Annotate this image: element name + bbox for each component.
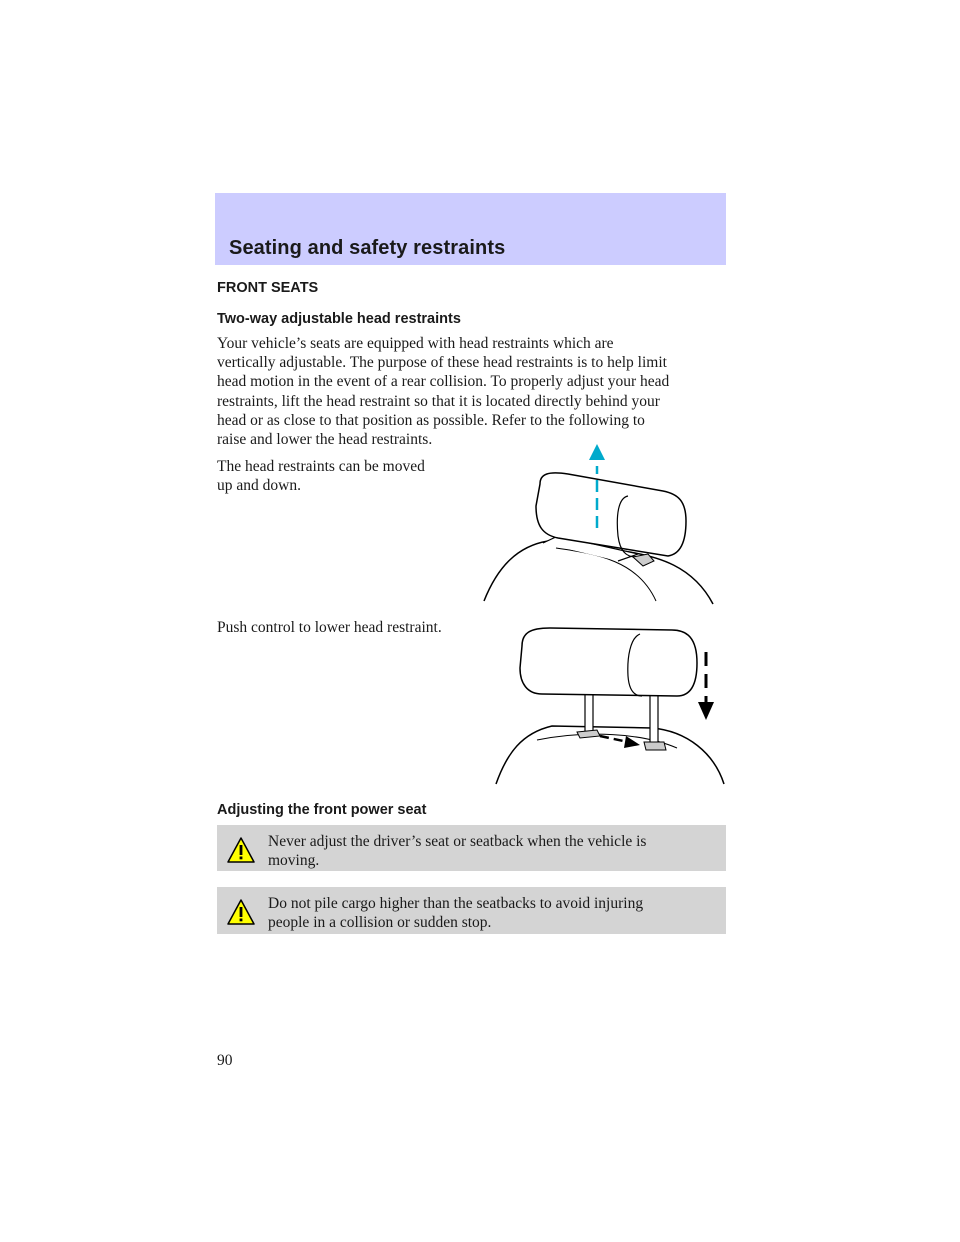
section-heading: FRONT SEATS <box>217 280 319 296</box>
chapter-header-band <box>215 193 726 265</box>
page-number: 90 <box>217 1052 233 1069</box>
power-seat-heading: Adjusting the front power seat <box>217 802 427 818</box>
warning-text <box>268 832 713 870</box>
warning-line: Do not pile cargo higher than the seatbacks to avoid injuring <box>268 895 644 912</box>
warning-triangle-icon <box>227 837 255 863</box>
chapter-title: Seating and safety restraints <box>229 237 506 259</box>
intro-line: Your vehicle’s seats are equipped with head restraints which are <box>217 335 614 352</box>
warning-line: Never adjust the driver’s seat or seatback when the vehicle is <box>268 833 647 850</box>
intro-line: head motion in the event of a rear collision. To properly adjust your head <box>217 373 670 391</box>
head-restraint-raise-illustration <box>478 436 718 606</box>
warning-line: people in a collision or sudden stop. <box>268 914 492 932</box>
warning-box <box>217 825 726 871</box>
warning-triangle-icon <box>227 899 255 925</box>
warning-box <box>217 887 726 934</box>
head-restraint-lower-illustration <box>492 618 726 788</box>
warning-line: moving. <box>268 852 320 870</box>
intro-line: restraints, lift the head restraint so that it is located directly behind your <box>217 392 660 410</box>
intro-line: head or as close to that position as possible. Refer to the following to <box>217 411 645 429</box>
intro-line: vertically adjustable. The purpose of these head restraints is to help limit <box>217 354 667 372</box>
raise-paragraph <box>217 457 425 495</box>
raise-line: The head restraints can be moved <box>217 458 425 475</box>
subsection-heading: Two-way adjustable head restraints <box>217 311 461 327</box>
warning-text <box>268 894 713 932</box>
intro-line: raise and lower the head restraints. <box>217 431 433 449</box>
raise-line: up and down. <box>217 477 301 495</box>
intro-paragraph <box>217 334 727 449</box>
lower-paragraph: Push control to lower head restraint. <box>217 619 442 636</box>
